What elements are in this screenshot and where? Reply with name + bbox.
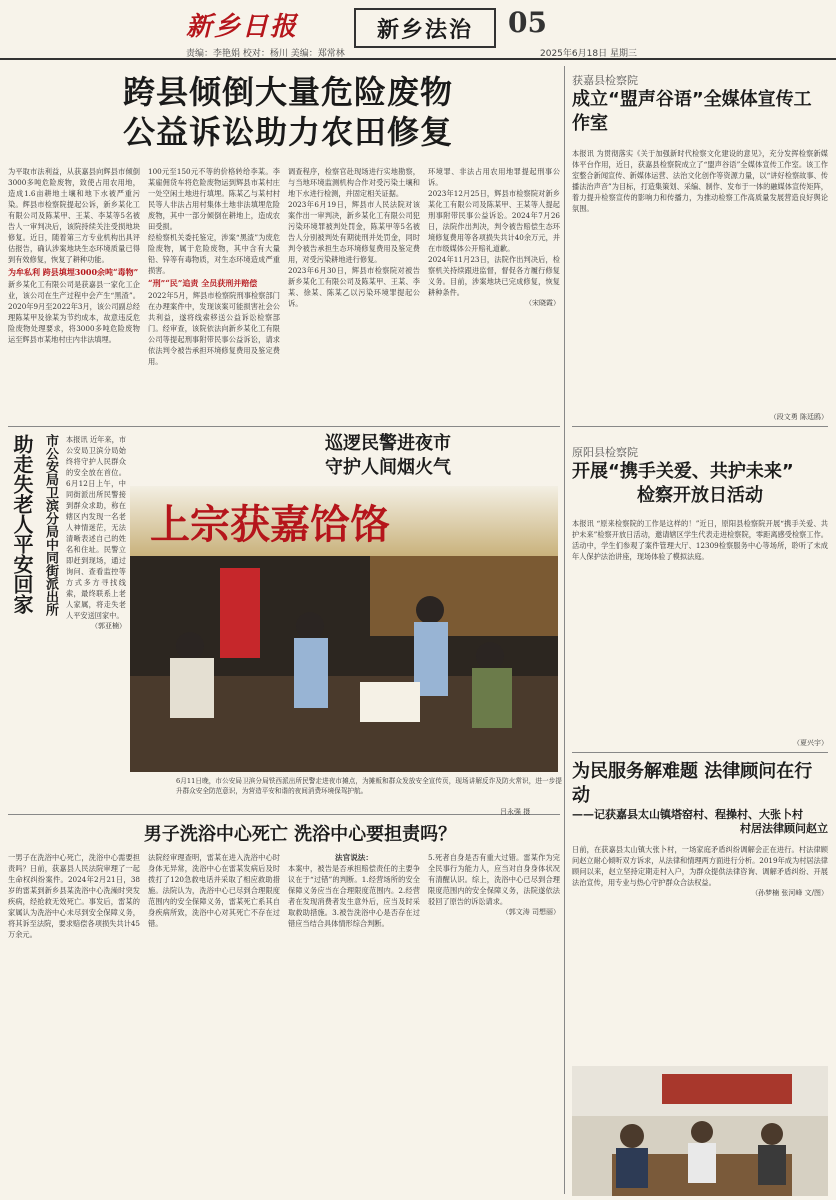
restaurant-sign-text: 上宗获嘉饸饹 xyxy=(150,502,390,548)
patrol-caption: 6月11日晚，市公安局卫滨分局铁西派出所民警走进夜市摊点，为摊贩和群众发放安全宣传页，现场讲解反诈及防火常识，进一步提升群众安全防范意识，为营造平安和谐的夜间消费环境保驾护航。 xyxy=(176,777,562,795)
lead-paragraph: 2024年11月23日，法院作出判决后，检察机关持续跟进监督，督促各方履行修复义务。目前，涉案地块已完成修复，恢复耕种条件。 xyxy=(428,255,560,297)
promo-paragraph: 本报讯 为贯彻落实《关于加强新时代检察文化建设的意见》，充分发挥检察新媒体平台作用，近日，获嘉县检察院成立了“盟声谷语”全媒体宣传工作室。该工作室整合新闻宣传、新媒体运营、法治文化创作等资源力量，以“讲好检察故事、传播法治声音”为目标，打造集策划、采编、制作、发布于一体的融媒体宣传矩阵，着力提升检察宣传的影响力和传播力，为推动检察工作高质量发展营造良好舆论氛围。 xyxy=(572,149,828,213)
service-byline: （孙梦楠 张河峰 文/图） xyxy=(751,889,828,897)
bathhouse-column-4 xyxy=(428,852,560,1192)
promo-kicker: 获嘉县检察院 xyxy=(572,74,638,87)
lead-headline-line2: 公益诉讼助力农田修复 xyxy=(122,113,453,151)
section-divider xyxy=(8,814,560,815)
promo-byline: （段文勇 陈廷鸥） xyxy=(769,413,828,421)
yuanyang-body xyxy=(66,434,126,810)
service-subtitle-line2: 村居法律顾问赵立 xyxy=(740,822,828,835)
service-photo xyxy=(572,1066,828,1196)
bathhouse-paragraph: 本案中，被告是否承担赔偿责任的主要争议在于“过错”的判断。1.经营场所的安全保障义务应当在合理限度范围内。2.经营者在发现消费者发生意外后，应当及时采取救助措施。3.被告洗浴中心是否存在过错应当结合具体情形综合判断。 xyxy=(288,864,420,928)
bathhouse-paragraph: 法院经审理查明，雷某在进入洗浴中心时身体无异常，洗浴中心在雷某发病后及时拨打了120急救电话并采取了相应救助措施。法院认为，洗浴中心已尽到合理限度范围内的安全保障义务，雷某死亡系其自身疾病所致，洗浴中心对其死亡不存在过错。 xyxy=(148,853,280,928)
lead-paragraph: 2023年6月19日，辉县市人民法院对该案作出一审判决，新乡某化工有限公司犯污染环境罪被判处罚金，陈某甲等5名被告人分别被判处有期徒刑并处罚金，同时判令被告承担生态环境修复费用及鉴定费用，对受污染耕地进行修复。 xyxy=(288,200,420,264)
lead-paragraph: 经检察机关委托鉴定，涉案“黑渣”为废危险废物，属于危险废物，其中含有大量铅、锌等有毒物质，对生态环境造成严重损害。 xyxy=(148,233,280,275)
lead-paragraph: 环境罪、非法占用农用地罪提起刑事公诉。 xyxy=(428,167,560,187)
consultation-photo-illustration xyxy=(572,1066,828,1196)
bathhouse-headline: 男子洗浴中心死亡 洗浴中心要担责吗？ xyxy=(143,824,457,845)
issue-date: 2025年6月18日 星期三 xyxy=(540,49,637,59)
patrol-headline-line1: 巡逻民警进夜市 xyxy=(325,433,451,454)
service-article xyxy=(572,760,828,1076)
legal-commentary-heading: 法官说法： xyxy=(335,853,373,862)
openday-headline-line2: 检察开放日活动 xyxy=(637,485,763,506)
bathhouse-paragraph: 一男子在洗浴中心死亡，洗浴中心需要担责吗？日前，获嘉县人民法院审理了一起生命权纠纷案件。2024年2月21日，38岁的雷某到新乡县某洗浴中心洗澡时突发疾病，经抢救无效死亡。事发后，雷某的家属认为洗浴中心未尽到安全保障义务，将其诉至法院，要求赔偿各项损失共计45万余元。 xyxy=(8,853,140,939)
lead-paragraph: 2023年12月25日，辉县市检察院对新乡某化工有限公司及陈某甲、王某等人提起刑事附带民事公益诉讼。2024年7月26日，法院作出判决，判令被告赔偿生态环境修复费用等各项损失共计40余万元，并在市级媒体公开赔礼道歉。 xyxy=(428,189,560,253)
promo-headline: 成立“盟声谷语”全媒体宣传工作室 xyxy=(572,89,812,134)
openday-article xyxy=(572,444,828,748)
service-body xyxy=(572,844,828,1076)
bathhouse-paragraph: 5.死者自身是否有重大过错。雷某作为完全民事行为能力人，应当对自身身体状况有清醒认识。综上，洗浴中心已尽到合理限度范围内的安全保障义务，法院遂依法驳回了原告的诉讼请求。 xyxy=(428,853,560,906)
promo-article xyxy=(572,72,828,422)
service-subtitle xyxy=(572,808,828,836)
bathhouse-column-2 xyxy=(148,852,280,1192)
lead-subhead-2: “刑”“民”追责 全员获刑并赔偿 xyxy=(148,278,258,288)
yuanyang-byline: （郭亚楠） xyxy=(91,622,126,630)
yuanyang-subhead: 市公安局卫滨分局中同街派出所 xyxy=(43,434,58,616)
patrol-photo xyxy=(130,486,558,772)
service-paragraph: 日前，在获嘉县太山镇大张卜村，一场家庭矛盾纠纷调解会正在进行。村法律顾问赵立耐心倾听双方诉求，从法律和情理两方面进行分析。2019年成为村居法律顾问以来，赵立坚持定期走村入户，为群众提供法律咨询、调解矛盾纠纷、开展法治宣传，用专业与热心守护群众合法权益。 xyxy=(572,845,828,887)
lead-paragraph: 新乡某化工有限公司是获嘉县一家化工企业，该公司在生产过程中会产生“黑渣”。2020年9月至2022年3月，该公司副总经理陈某甲及徐某为节约成本，故意违反危险废物处理要求，将3000多吨危险废物运至辉县市某地村庄内非法填埋。 xyxy=(8,280,140,344)
yuanyang-paragraph: 本报讯 近年来，市公安局卫滨分局始终将守护人民群众的安全放在首位。6月12日上午，中同街派出所民警接到群众求助，称在辖区内发现一名老人神情迷茫，无法清晰表述自己的姓名和住址。民警立即赶到现场，通过询问、查看监控等方式多方寻找线索，最终联系上老人家属，将走失老人平安送回家中。 xyxy=(66,435,126,620)
lead-paragraph: 2022年5月，辉县市检察院刑事检察部门在办理案件中，发现该案可能损害社会公共利益，遂将线索移送公益诉讼检察部门。经审查，该院依法向新乡某化工有限公司等提起刑事附带民事公益诉讼，请求依法判令被告承担环境修复费用及鉴定费用。 xyxy=(148,291,280,366)
editor-credits: 责编：李艳娟 校对：杨川 美编：郑常林 xyxy=(186,49,345,59)
newspaper-logo: 新乡日报 xyxy=(186,12,299,42)
lead-article-body xyxy=(8,166,560,420)
lead-headline xyxy=(48,72,528,152)
bathhouse-article-body xyxy=(8,852,560,1192)
lead-subhead-1: 为牟私利 跨县填埋3000余吨“毒物” xyxy=(8,267,139,277)
openday-kicker: 原阳县检察院 xyxy=(572,446,638,459)
lead-column-1 xyxy=(8,166,140,420)
openday-headline xyxy=(572,460,828,508)
lead-column-4 xyxy=(428,166,560,420)
lead-paragraph: 100元至150元不等的价格转给李某。李某雇佣货车将危险废物运到辉县市某村庄一处空闲土地进行填埋。陈某乙与某村村民等人非法占用村集体土地非法填埋危险废物，其中一部分倾倒在耕地上，造成农田受损。 xyxy=(148,167,280,231)
lead-paragraph: 为平取市法利益，从获嘉县向辉县市倾倒3000多吨危险废物，致使占用农用地，造成1.6亩耕地土壤和地下水被严重污染。辉县市检察院提起公诉，新乡某化工有限公司及陈某甲、王某、李某等5名被告人一审判决后，该院持续关注受损地块修复。近日，随着第三方专业机构出具评估报告，确认涉案地块生态环境质量已得到有效修复，恢复了耕种功能。 xyxy=(8,167,140,264)
masthead xyxy=(0,0,836,60)
section-divider xyxy=(572,752,828,753)
section-divider xyxy=(572,426,828,427)
night-market-photo-illustration xyxy=(130,486,558,772)
bathhouse-byline: （郭文涛 司想丽） xyxy=(501,908,560,916)
openday-byline: （夏兴宇） xyxy=(793,739,828,747)
lead-paragraph: 2023年6月30日，辉县市检察院对被告新乡某化工有限公司及陈某甲、王某、李某、徐某、陈某乙以污染环境罪提起公诉。 xyxy=(288,266,420,308)
openday-paragraph: 本报讯 “原来检察院的工作是这样的！”近日，原阳县检察院开展“携手关爱、共护未来”检察开放日活动，邀请辖区学生代表走进检察院，零距离感受检察工作。活动中，学生们参观了案件管理大厅、12309检察服务中心等场所，聆听了未成年人保护法治讲座，现场体验了模拟法庭。 xyxy=(572,519,828,561)
page-number: 05 xyxy=(508,6,547,39)
bathhouse-column-3 xyxy=(288,852,420,1192)
yuanyang-title-block xyxy=(8,434,66,616)
lead-paragraph: 调查程序，检察官赴现场进行实地勘察，与当地环境监测机构合作对受污染土壤和地下水进行检测，并固定相关证据。 xyxy=(288,167,420,198)
lead-column-3 xyxy=(288,166,420,420)
service-subtitle-line1: ——记获嘉县太山镇塔窑村、程操村、大张卜村 xyxy=(572,808,803,821)
patrol-photo-credit: 吕永强 摄 xyxy=(500,808,531,816)
lead-byline: （宋晓霞） xyxy=(525,299,560,307)
service-headline: 为民服务解难题 法律顾问在行动 xyxy=(572,761,813,806)
lead-headline-line1: 跨县倾倒大量危险废物 xyxy=(122,73,453,111)
patrol-headline xyxy=(268,432,508,480)
yuanyang-article xyxy=(8,434,66,616)
promo-body xyxy=(572,148,828,412)
openday-body xyxy=(572,518,828,738)
column-divider xyxy=(564,66,565,1194)
openday-headline-line1: 开展“携手关爱、共护未来” xyxy=(572,461,794,482)
lead-column-2 xyxy=(148,166,280,420)
bathhouse-column-1 xyxy=(8,852,140,1192)
section-divider xyxy=(8,426,560,427)
yuanyang-headline: 助走失老人平安回家 xyxy=(10,434,34,614)
section-title: 新乡法治 xyxy=(354,8,496,48)
patrol-headline-line2: 守护人间烟火气 xyxy=(325,457,451,478)
